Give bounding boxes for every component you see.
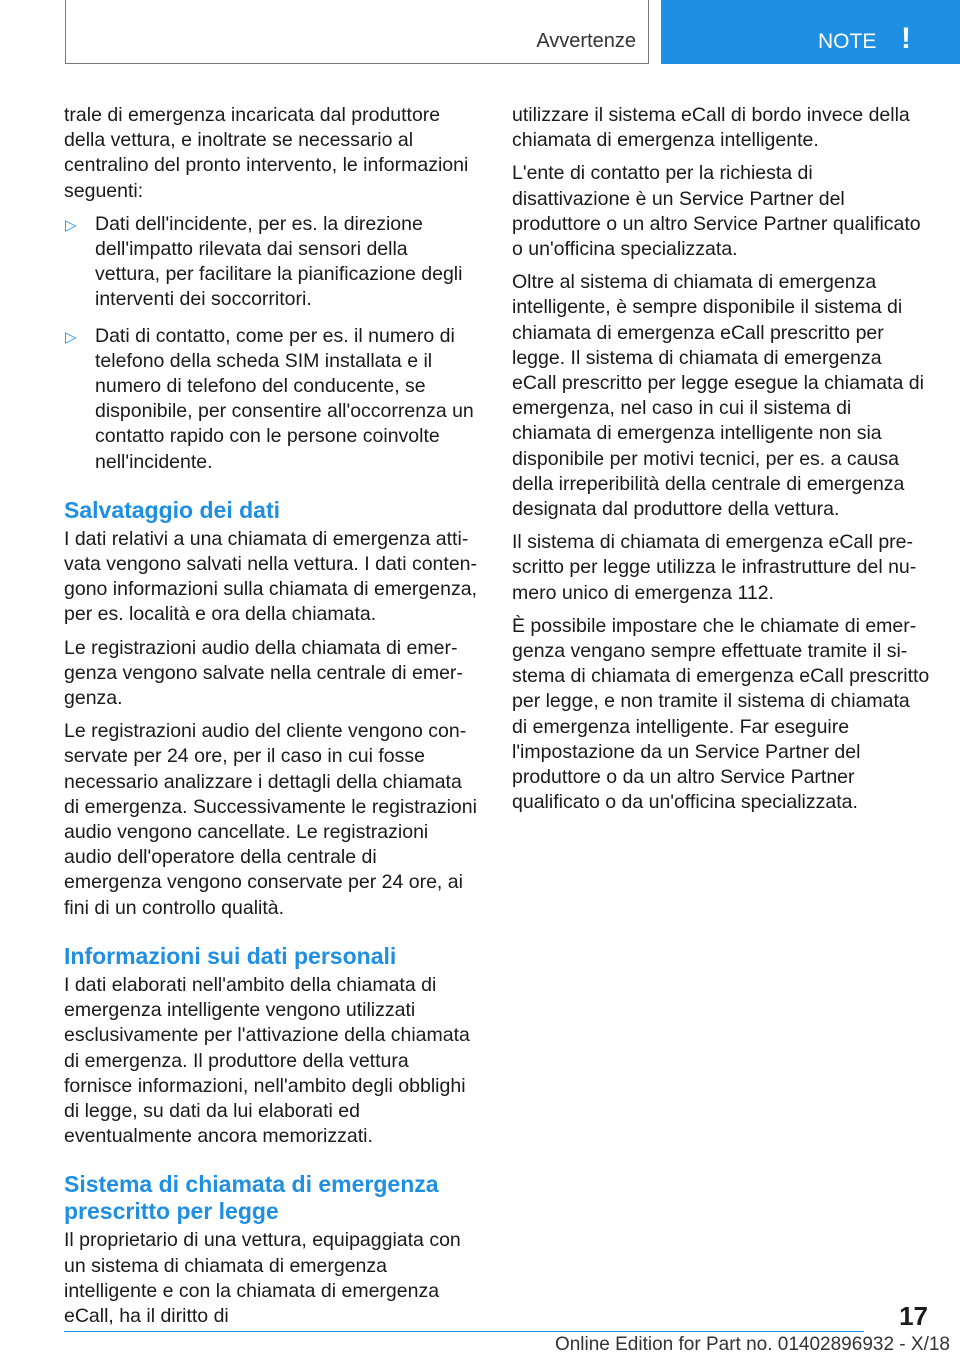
paragraph: È possibile impostare che le chiamate di emergenza vengano sempre effettuate tramite il sistema di chiamata di emergenza eCall prescritto per legge, e non tramite il sistema di chiamata di emergenza intelligente. Far eseguire l'impostazione da un Service Partner del produttore o da un altro Service Partner qualificato o da un'officina specializzata. — [512, 614, 930, 814]
right-column — [512, 103, 930, 823]
left-column — [64, 103, 477, 1337]
section-heading: Informazioni sui dati personali — [64, 942, 397, 969]
header-tab-label: NOTE — [818, 30, 877, 53]
footer-divider — [64, 1331, 864, 1332]
triangle-bullet-icon: ▷ — [65, 216, 77, 234]
page-number: 17 — [899, 1301, 928, 1331]
paragraph: Le registrazioni audio del cliente vengono conservate per 24 ore, per il caso in cui fosse necessario analizzare i dettagli della chiamata di emergenza. Successivamente le registrazioni audio vengono cancellate. Le registrazioni audio dell'operatore della centrale di emergenza vengono conservate per 24 ore, ai fini di un controllo qualità. — [64, 720, 477, 919]
list-item-text: Dati di contatto, come per es. il numero di telefono della scheda SIM installata e il numero di telefono del conducente, se disponibile, per consentire all'occorrenza un contatto rapido con le persone coinvolte nell'incidente. — [95, 324, 474, 473]
paragraph: utilizzare il sistema eCall di bordo invece della chiamata di emergenza intelligente. — [512, 104, 910, 152]
header-section-title: Avvertenze — [536, 30, 636, 52]
paragraph: Il proprietario di una vettura, equipaggiata con un sistema di chiamata di emergenza intelligente e con la chiamata di emergenza eCall, ha il diritto di — [64, 1229, 461, 1327]
section-heading: Salvataggio dei dati — [64, 496, 280, 523]
paragraph: I dati elaborati nell'ambito della chiamata di emergenza intelligente vengono utilizzati esclusivamente per l'attivazione della chiamata di emergenza. Il produttore della vettura fornisce informazioni, nell'ambito degli obblighi di legge, su dati da lui elaborati ed eventualmente ancora memorizzati. — [64, 973, 470, 1148]
paragraph: L'ente di contatto per la richiesta di disattivazione è un Service Partner del produttore o un altro Service Partner qualificato o un'officina specializzata. — [512, 162, 921, 261]
paragraph: I dati relativi a una chiamata di emergenza attivata vengono salvati nella vettura. I dati contengono informazioni sulla chiamata di emergenza, per es. località e ora della chiamata. — [64, 527, 478, 626]
list-item-text: Dati dell'incidente, per es. la direzione dell'impatto rilevata dai sensori della vettura, per facilitare la pianificazione degli interventi dei soccorritori. — [95, 212, 463, 311]
exclamation-icon: ! — [901, 22, 911, 55]
list-item — [64, 212, 477, 313]
paragraph: Oltre al sistema di chiamata di emergenza intelligente, è sempre disponibile il sistema di chiamata di emergenza eCall prescritto per legge. Il sistema di chiamata di emergenza eCall prescritto per legge esegue la chiamata di emergenza, nel caso in cui il sistema di chiamata di emergenza intelligente non sia disponibile per motivi tecnici, per es. a causa della irreperibilità della centrale di emergenza designata dal produttore della vettura. — [512, 271, 924, 521]
paragraph: Il sistema di chiamata di emergenza eCall prescritto per legge utilizza le infrastrutture del numero unico di emergenza 112. — [512, 531, 917, 604]
paragraph: Le registrazioni audio della chiamata di emergenza vengono salvate nella centrale di emergenza. — [64, 636, 463, 710]
section-heading: Sistema di chiamata di emergenza prescritto per legge — [64, 1171, 439, 1225]
list-item — [64, 324, 477, 475]
intro-paragraph: trale di emergenza incaricata dal produttore della vettura, e inoltrate se necessario al centralino del pronto intervento, le informazioni seguenti: — [64, 104, 469, 202]
footer-edition-text: Online Edition for Part no. 01402896932 - X/18 — [554, 1334, 950, 1355]
header-tab-note[interactable] — [661, 0, 960, 64]
triangle-bullet-icon: ▷ — [65, 328, 77, 346]
